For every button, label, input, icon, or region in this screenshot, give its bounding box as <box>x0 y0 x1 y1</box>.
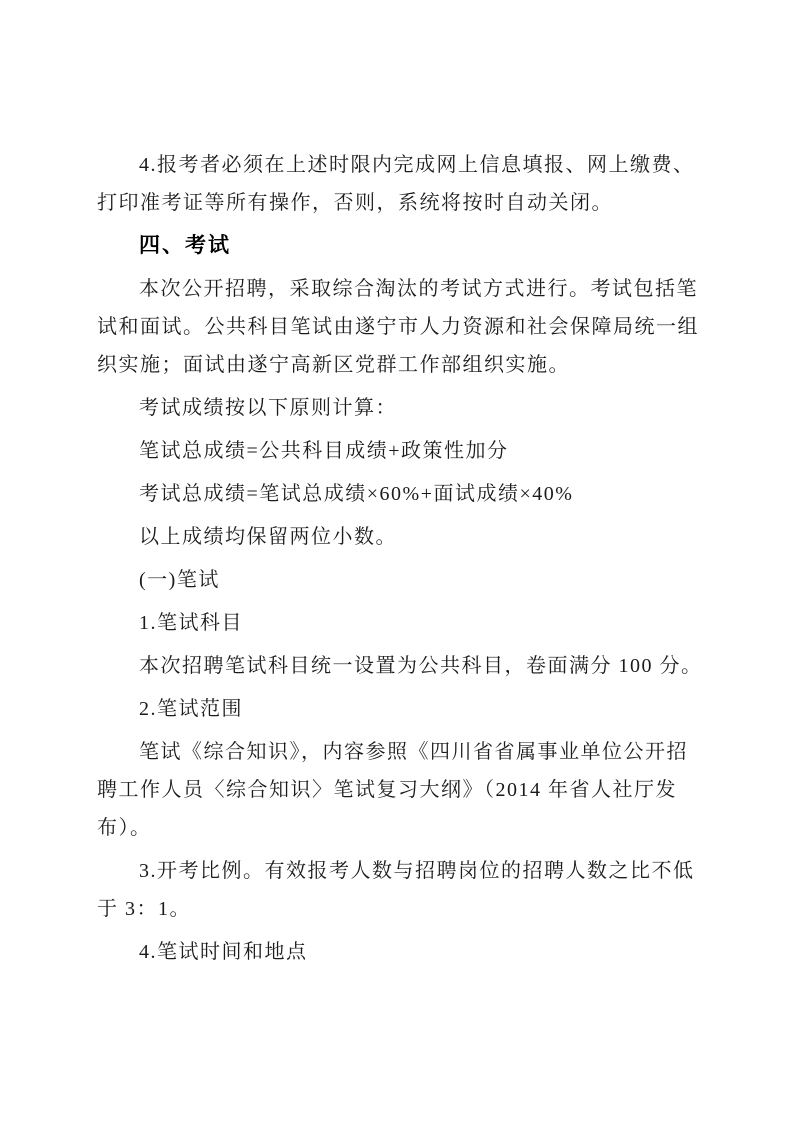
paragraph <box>97 852 703 928</box>
paragraph <box>97 432 703 470</box>
text-line: 考试总成绩=笔试总成绩×60%+面试成绩×40% <box>139 483 574 505</box>
paragraph <box>97 518 703 556</box>
paragraph <box>97 733 703 847</box>
text-line: 布）。 <box>97 817 152 839</box>
paragraph <box>97 604 703 642</box>
text-line: 聘工作人员〈综合知识〉笔试复习大纲》（2014 年省人社厅发 <box>97 779 677 801</box>
text-line: 本次招聘笔试科目统一设置为公共科目，卷面满分 100 分。 <box>139 655 703 677</box>
text-line: 四、考试 <box>139 234 231 257</box>
text-line: 织实施；面试由遂宁高新区党群工作部组织实施。 <box>97 354 570 376</box>
text-line: 试和面试。公共科目笔试由遂宁市人力资源和社会保障局统一组 <box>97 316 699 338</box>
text-line: 打印准考证等所有操作，否则，系统将按时自动关闭。 <box>97 192 613 214</box>
paragraph <box>97 933 703 971</box>
text-line: 1.笔试科目 <box>139 612 243 634</box>
text-line: 3.开考比例。有效报考人数与招聘岗位的招聘人数之比不低 <box>139 860 695 882</box>
text-line: (一)笔试 <box>139 569 220 591</box>
text-line: 4.笔试时间和地点 <box>139 941 308 963</box>
text-line: 于 3：1。 <box>97 898 191 920</box>
text-line: 笔试《综合知识》，内容参照《四川省省属事业单位公开招 <box>139 741 688 763</box>
paragraph <box>97 647 703 685</box>
text-line: 本次公开招聘，采取综合淘汰的考试方式进行。考试包括笔 <box>139 278 698 300</box>
text-line: 2.笔试范围 <box>139 698 243 720</box>
paragraph <box>97 561 703 599</box>
paragraph <box>97 389 703 427</box>
paragraph <box>97 270 703 384</box>
document-content <box>97 146 703 976</box>
text-line: 4.报考者必须在上述时限内完成网上信息填报、网上缴费、 <box>139 154 695 176</box>
paragraph <box>97 146 703 222</box>
section-heading <box>97 227 703 265</box>
text-line: 考试成绩按以下原则计算： <box>139 397 397 419</box>
paragraph <box>97 690 703 728</box>
paragraph <box>97 475 703 513</box>
text-line: 笔试总成绩=公共科目成绩+政策性加分 <box>139 440 509 462</box>
text-line: 以上成绩均保留两位小数。 <box>139 526 397 548</box>
